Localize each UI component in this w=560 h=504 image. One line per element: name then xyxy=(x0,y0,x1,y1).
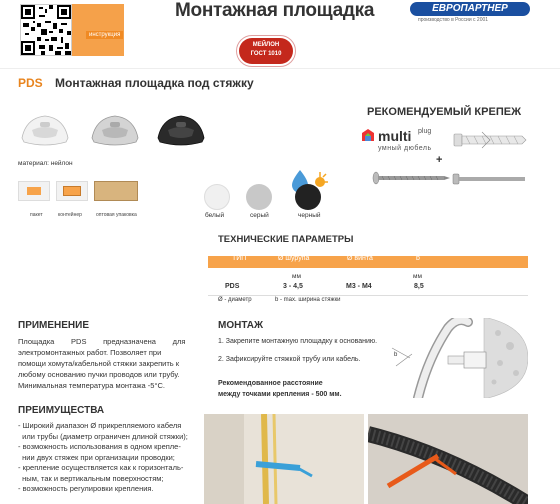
multiplug-suffix: plug xyxy=(418,128,432,135)
package-container-label: контейнер xyxy=(58,212,82,218)
params-header-screw: Ø шурупа xyxy=(278,255,310,262)
product-gray-image xyxy=(88,108,142,150)
quality-seal xyxy=(239,38,293,64)
params-header-bolt: Ø винта xyxy=(347,255,373,262)
color-label-gray: серый xyxy=(250,212,269,219)
dowel-image xyxy=(452,126,528,154)
mounting-step-2: 2. Зафиксируйте стяжкой трубу или кабель. xyxy=(218,356,361,363)
seal-line-1: МЕЙЛОН xyxy=(252,42,280,48)
plus-sign: + xyxy=(436,154,443,166)
qr-code-icon xyxy=(21,5,71,55)
bolt-image xyxy=(452,172,528,186)
mounting-diagram xyxy=(388,318,528,398)
application-line: Минимальная температура монтажа -5°С. xyxy=(18,381,165,390)
seal-line-2: ГОСТ 1010 xyxy=(250,51,282,57)
params-cell-b: 8,5 xyxy=(414,283,424,290)
params-cell-bolt: M3 - M4 xyxy=(346,283,372,290)
qr-code xyxy=(20,4,72,56)
advantage-line: - возможность использования в одном креплe- xyxy=(18,442,181,451)
application-text xyxy=(18,336,190,391)
color-label-white: белый xyxy=(205,212,225,219)
package-bag-image xyxy=(18,181,50,201)
color-swatch-white xyxy=(204,184,230,210)
mounting-distance-value: между точками крепления - 500 мм. xyxy=(218,391,342,398)
color-label-black: черный xyxy=(298,212,321,219)
brand-tagline: производство в России с 2001 xyxy=(418,17,489,23)
application-line: помощи хомута/кабельной стяжки закрепить к xyxy=(18,359,180,368)
screw-image xyxy=(372,170,452,186)
material-text: материал: нейлон xyxy=(18,160,73,167)
product-code: PDS xyxy=(18,76,43,90)
params-unit-screw: мм xyxy=(292,273,301,280)
header-divider xyxy=(0,68,560,69)
params-cell-type: PDS xyxy=(225,283,240,290)
package-bag-label: пакет xyxy=(30,212,43,218)
advantage-line: или трубы (диаметр ограничен длиной стяжки); xyxy=(18,431,188,441)
application-title: ПРИМЕНЕНИЕ xyxy=(18,320,90,331)
params-header-type: ТИП xyxy=(232,255,247,262)
recommended-title: РЕКОМЕНДУЕМЫЙ КРЕПЕЖ xyxy=(367,106,522,118)
orange-tab xyxy=(72,4,124,56)
mounting-title: МОНТАЖ xyxy=(218,320,264,331)
product-white-image xyxy=(18,108,72,150)
diagram-b-label: b xyxy=(394,352,398,358)
mounting-distance-label: Рекомендованное расстояние xyxy=(218,380,323,387)
params-note-diameter: Ø - диаметр xyxy=(218,297,252,303)
application-line: любому основанию пучки проводов или трубу. xyxy=(18,370,180,379)
params-footer-line xyxy=(208,295,528,303)
installation-photo-1 xyxy=(204,414,364,504)
advantages-title: ПРЕИМУЩЕСТВА xyxy=(18,405,105,416)
params-note-width: b - max. ширина стяжки xyxy=(275,297,341,303)
advantages-list xyxy=(18,421,198,495)
params-cell-screw: 3 - 4,5 xyxy=(283,283,303,290)
advantage-line: - возможность регулировки крепления. xyxy=(18,484,154,493)
params-title: ТЕХНИЧЕСКИЕ ПАРАМЕТРЫ xyxy=(218,234,354,245)
multiplug-brand: multi xyxy=(378,128,412,144)
application-line: Площадка PDS предназначена для xyxy=(18,337,186,346)
installation-photo-2 xyxy=(368,414,528,504)
product-black-image xyxy=(154,108,208,150)
color-swatch-black-weather-icon xyxy=(286,168,330,212)
multiplug-logo-icon xyxy=(361,128,375,142)
advantage-line: нии двух стяжек при организации проводки; xyxy=(18,452,175,462)
page-title: Монтажная площадка xyxy=(175,0,375,21)
mounting-step-1: 1. Закрепите монтажную площадку к основанию. xyxy=(218,338,378,345)
package-wholesale-label: оптовая упаковка xyxy=(96,212,137,218)
params-header-b: b xyxy=(416,255,420,262)
instruction-label: инструкция xyxy=(86,31,123,39)
brand-logo: ЕВРОПАРТНЕР xyxy=(410,2,530,16)
params-unit-b: мм xyxy=(413,273,422,280)
multiplug-subtitle: умный дюбель xyxy=(378,145,432,152)
advantage-line: - Широкий диапазон Ø прикрепляемого кабеля xyxy=(18,421,182,430)
package-container-image xyxy=(56,181,88,201)
product-title: Монтажная площадка под стяжку xyxy=(55,76,254,90)
application-line: электромонтажных работ. Позволяет при xyxy=(18,348,162,357)
package-wholesale-image xyxy=(94,181,138,201)
advantage-line: ным, так и вертикальным поверхностям; xyxy=(18,473,164,483)
color-swatch-gray xyxy=(246,184,272,210)
advantage-line: - крепление осуществляется как к горизонталь- xyxy=(18,463,184,472)
